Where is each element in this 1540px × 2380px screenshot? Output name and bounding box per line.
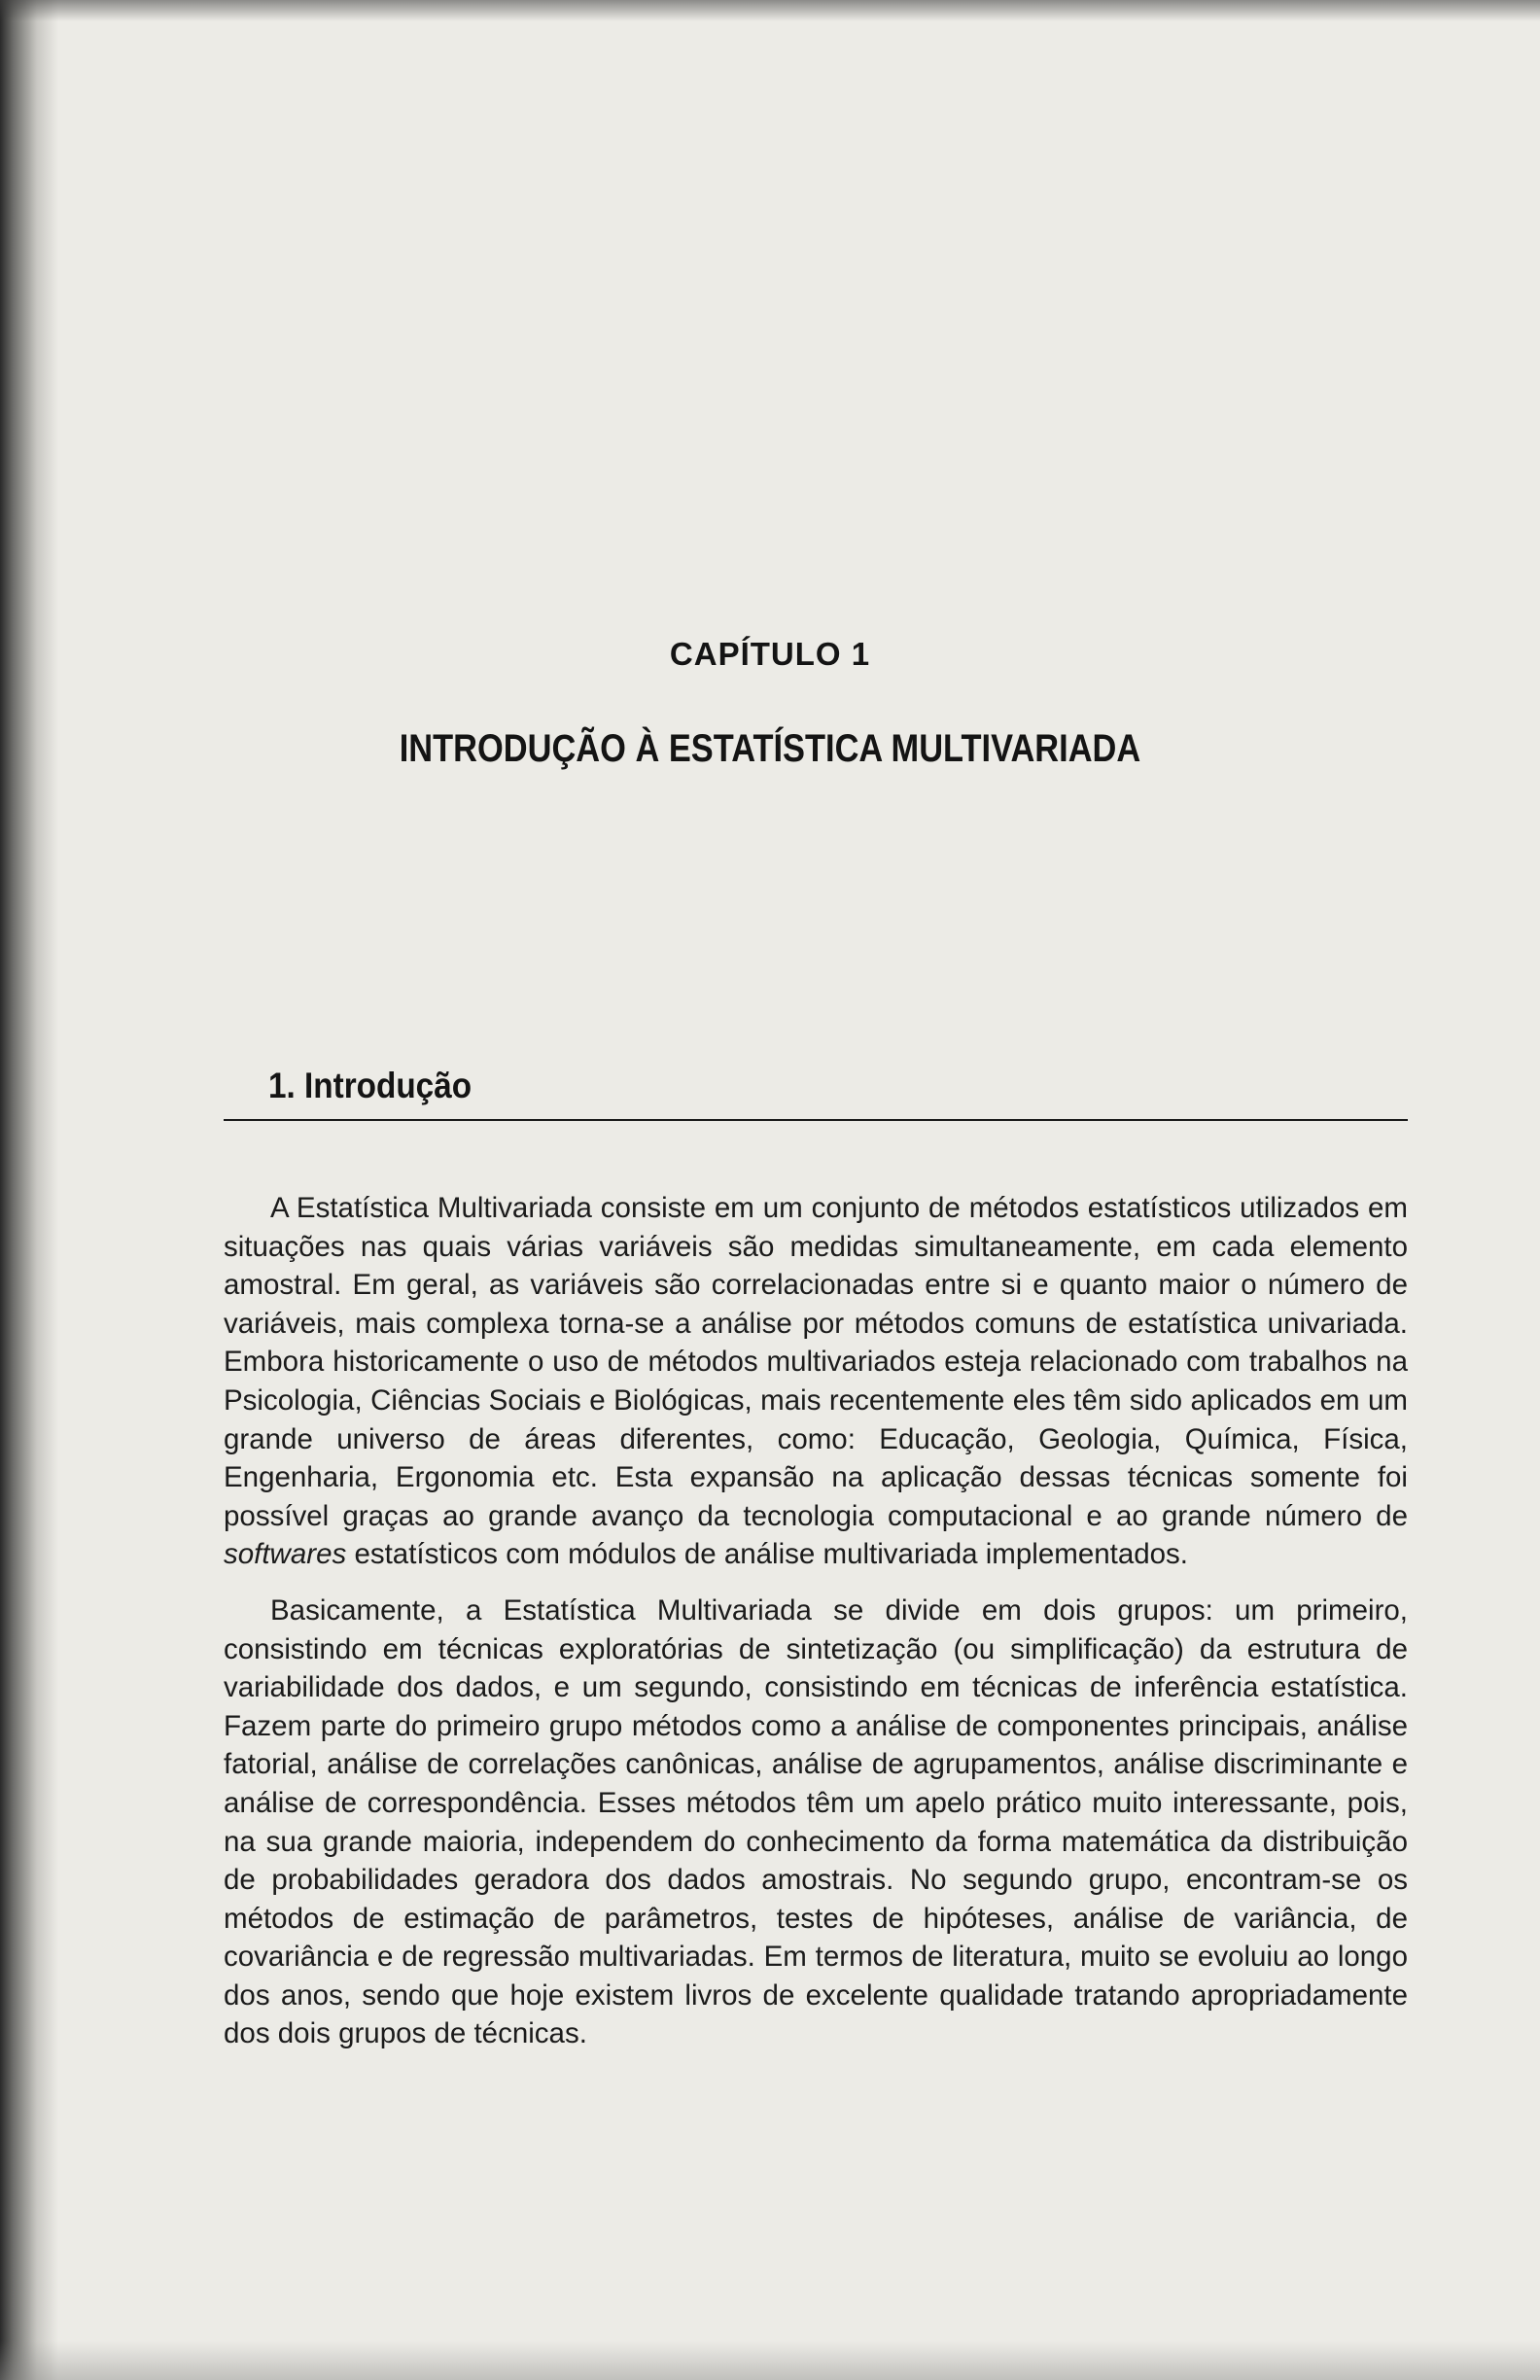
section-divider bbox=[224, 1119, 1408, 1121]
chapter-label: CAPÍTULO 1 bbox=[669, 636, 871, 672]
paragraph-1 bbox=[224, 1189, 1408, 1574]
body-text bbox=[224, 1189, 1408, 2071]
section-heading: 1. Introdução bbox=[268, 1066, 472, 1105]
paragraph-2: Basicamente, a Estatística Multivariada se divide em dois grupos: um primeiro, consistindo em técnicas exploratórias de sintetização (ou simplificação) da estrutura de variabilidade dos dados, e um segundo, consistindo em técnicas de inferência estatística. Fazem parte do primeiro grupo métodos como a análise de componentes principais, análise fatorial, análise de correlações canônicas, análise de agrupamentos, análise discriminante e análise de correspondência. Esses métodos têm um apelo prático muito interessante, pois, na sua grande maioria, independem do conhecimento da forma matemática da distribuição de probabilidades geradora dos dados amostrais. No segundo grupo, encontram-se os métodos de estimação de parâmetros, testes de hipóteses, análise de variância, de covariância e de regressão multivariadas. Em termos de literatura, muito se evoluiu ao longo dos anos, sendo que hoje existem livros de excelente qualidade tratando apropriadamente dos dois grupos de técnicas. bbox=[224, 1593, 1408, 2050]
paragraph-1-text-a: A Estatística Multivariada consiste em um conjunto de métodos estatísticos utilizados em situações nas quais várias variáveis são medidas simultaneamente, em cada elemento amostral. Em geral, as variáveis são correlacionadas entre si e quanto maior o número de variáveis, mais complexa torna-se a análise por métodos comuns de estatística univariada. Embora historicamente o uso de métodos multivariados esteja relacionado com trabalhos na Psicologia, Ciências Sociais e Biológicas, mais recentemente eles têm sido aplicados em um grande universo de áreas diferentes, como: Educação, Geologia, Química, Física, Engenharia, Ergonomia etc. Esta expansão na aplicação dessas técnicas somente foi possível graças ao grande avanço da tecnologia computacional e ao grande número de bbox=[224, 1192, 1408, 1532]
chapter-title: INTRODUÇÃO À ESTATÍSTICA MULTIVARIADA bbox=[399, 727, 1141, 770]
paragraph-1-text-b: estatísticos com módulos de análise multivariada implementados. bbox=[346, 1538, 1188, 1571]
scan-shadow-bottom bbox=[0, 2341, 1540, 2380]
scan-shadow-left bbox=[0, 0, 58, 2380]
paragraph-1-emphasis: softwares bbox=[224, 1538, 347, 1571]
scan-shadow-top bbox=[0, 0, 1540, 21]
